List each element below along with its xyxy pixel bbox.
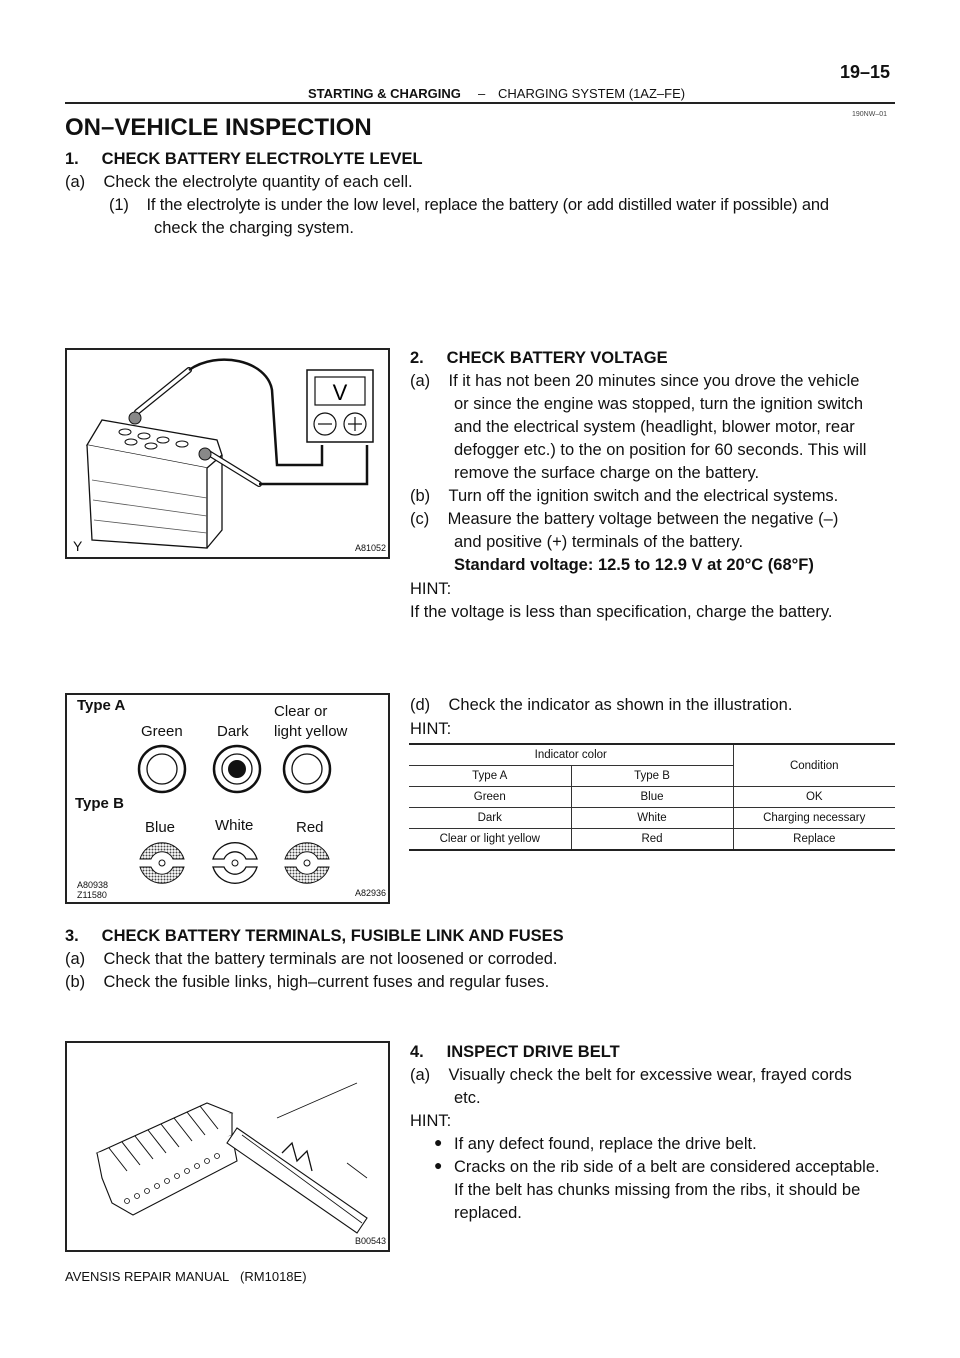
page-number: 19–15 xyxy=(840,62,891,82)
table-cell: Dark xyxy=(409,808,571,829)
step4-bullet2-line1: Cracks on the rib side of a belt are considered acceptable. xyxy=(454,1158,880,1176)
blue-label: Blue xyxy=(145,819,176,836)
step4-bullet2-line2: If the belt has chunks missing from the ribs, it should be xyxy=(454,1181,861,1199)
indicator-table xyxy=(409,743,895,851)
step2-c-line2: and positive (+) terminals of the battery. xyxy=(454,533,744,551)
table-row xyxy=(409,787,895,808)
step2-heading: 2. CHECK BATTERY VOLTAGE xyxy=(410,349,668,367)
header-subsection: CHARGING SYSTEM (1AZ–FE) xyxy=(498,86,686,101)
type-a-label: Type A xyxy=(77,697,126,714)
step2-b: (b) Turn off the ignition switch and the electrical systems. xyxy=(410,487,839,505)
step4-a-line1: (a) Visually check the belt for excessive wear, frayed cords xyxy=(410,1066,852,1084)
step3-a: (a) Check that the battery terminals are not loosened or corroded. xyxy=(65,950,558,968)
step1-a1-line1: (1) If the electrolyte is under the low level, replace the battery (or add distilled water if possible) and xyxy=(109,196,829,214)
indicator-color-header: Indicator color xyxy=(409,744,733,766)
step2-a-line1: (a) If it has not been 20 minutes since you drove the vehicle xyxy=(410,372,860,390)
doc-code: 190NW–01 xyxy=(852,111,888,118)
header-section: STARTING & CHARGING xyxy=(308,86,461,101)
dark-label: Dark xyxy=(217,723,249,740)
step3-heading: 3. CHECK BATTERY TERMINALS, FUSIBLE LINK AND FUSES xyxy=(65,927,564,945)
step3-b: (b) Check the fusible links, high–current fuses and regular fuses. xyxy=(65,973,550,991)
step2-a-line4: defogger etc.) to the on position for 60 seconds. This will xyxy=(454,441,867,459)
type-a-column-header: Type A xyxy=(409,766,571,787)
type-b-white-indicator xyxy=(213,843,257,884)
step2-a-line3: and the electrical system (headlight, blower motor, rear xyxy=(454,418,855,436)
header-dash: – xyxy=(478,86,486,101)
footer: AVENSIS REPAIR MANUAL (RM1018E) xyxy=(65,1269,307,1284)
step2-a-line5: remove the surface charge on the battery. xyxy=(454,464,760,482)
table-row xyxy=(409,808,895,829)
fig1-code: A81052 xyxy=(355,543,387,553)
step4-bullet1: If any defect found, replace the drive belt. xyxy=(454,1135,757,1153)
table-cell: Red xyxy=(571,829,733,851)
type-b-column-header: Type B xyxy=(571,766,733,787)
type-a-green-indicator xyxy=(139,746,185,792)
table-cell: Blue xyxy=(571,787,733,808)
step2-d: (d) Check the indicator as shown in the illustration. xyxy=(410,696,793,714)
clear-label-line2: light yellow xyxy=(274,723,348,740)
fig3-code: B00543 xyxy=(355,1236,387,1246)
step2-c-line1: (c) Measure the battery voltage between the negative (–) xyxy=(410,510,839,528)
table-row xyxy=(409,829,895,851)
fig1-corner-mark: Y xyxy=(73,538,83,554)
table-cell: Replace xyxy=(733,829,895,851)
type-b-red-indicator xyxy=(285,843,329,884)
table-cell: Charging necessary xyxy=(733,808,895,829)
drive-belt-figure xyxy=(65,1041,390,1252)
step2-hint2-label: HINT: xyxy=(410,720,452,738)
table-cell: Clear or light yellow xyxy=(409,829,571,851)
bullet-icon: ● xyxy=(434,1134,443,1150)
step1-a: (a) Check the electrolyte quantity of each cell. xyxy=(65,173,413,191)
table-cell: OK xyxy=(733,787,895,808)
battery-voltmeter-drawing xyxy=(67,350,388,557)
page-title: ON–VEHICLE INSPECTION xyxy=(65,114,372,141)
white-label: White xyxy=(215,817,254,834)
header-rule xyxy=(65,102,895,104)
step4-heading: 4. INSPECT DRIVE BELT xyxy=(410,1043,620,1061)
step4-bullet2-line3: replaced. xyxy=(454,1204,522,1222)
standard-voltage: Standard voltage: 12.5 to 12.9 V at 20°C (68°F) xyxy=(454,556,814,574)
table-cell: White xyxy=(571,808,733,829)
step1-heading: 1. CHECK BATTERY ELECTROLYTE LEVEL xyxy=(65,150,423,168)
bullet-icon: ● xyxy=(434,1157,443,1173)
step4-hint-label: HINT: xyxy=(410,1112,452,1130)
indicator-figure xyxy=(65,693,390,904)
indicator-drawings xyxy=(67,695,388,902)
green-label: Green xyxy=(141,723,183,740)
drive-belt-drawing xyxy=(67,1043,388,1250)
step2-hint-text: If the voltage is less than specification, charge the battery. xyxy=(410,603,833,621)
type-a-dark-indicator xyxy=(214,746,260,792)
fig2-code-left1: A80938 xyxy=(77,880,109,890)
table-cell: Green xyxy=(409,787,571,808)
step2-a-line2: or since the engine was stopped, turn the ignition switch xyxy=(454,395,864,413)
fig2-code-left2: Z11580 xyxy=(77,890,107,900)
clear-label-line1: Clear or xyxy=(274,703,328,720)
meter-v-label: V xyxy=(332,380,348,405)
step2-hint-label: HINT: xyxy=(410,580,452,598)
step4-a-line2: etc. xyxy=(454,1089,481,1107)
battery-voltmeter-figure xyxy=(65,348,390,559)
type-b-blue-indicator xyxy=(140,843,184,884)
fig2-code-right: A82936 xyxy=(355,888,387,898)
type-b-label: Type B xyxy=(75,795,124,812)
step1-a1-line2: check the charging system. xyxy=(154,219,354,237)
condition-header: Condition xyxy=(733,744,895,787)
red-label: Red xyxy=(296,819,324,836)
type-a-clear-indicator xyxy=(284,746,330,792)
